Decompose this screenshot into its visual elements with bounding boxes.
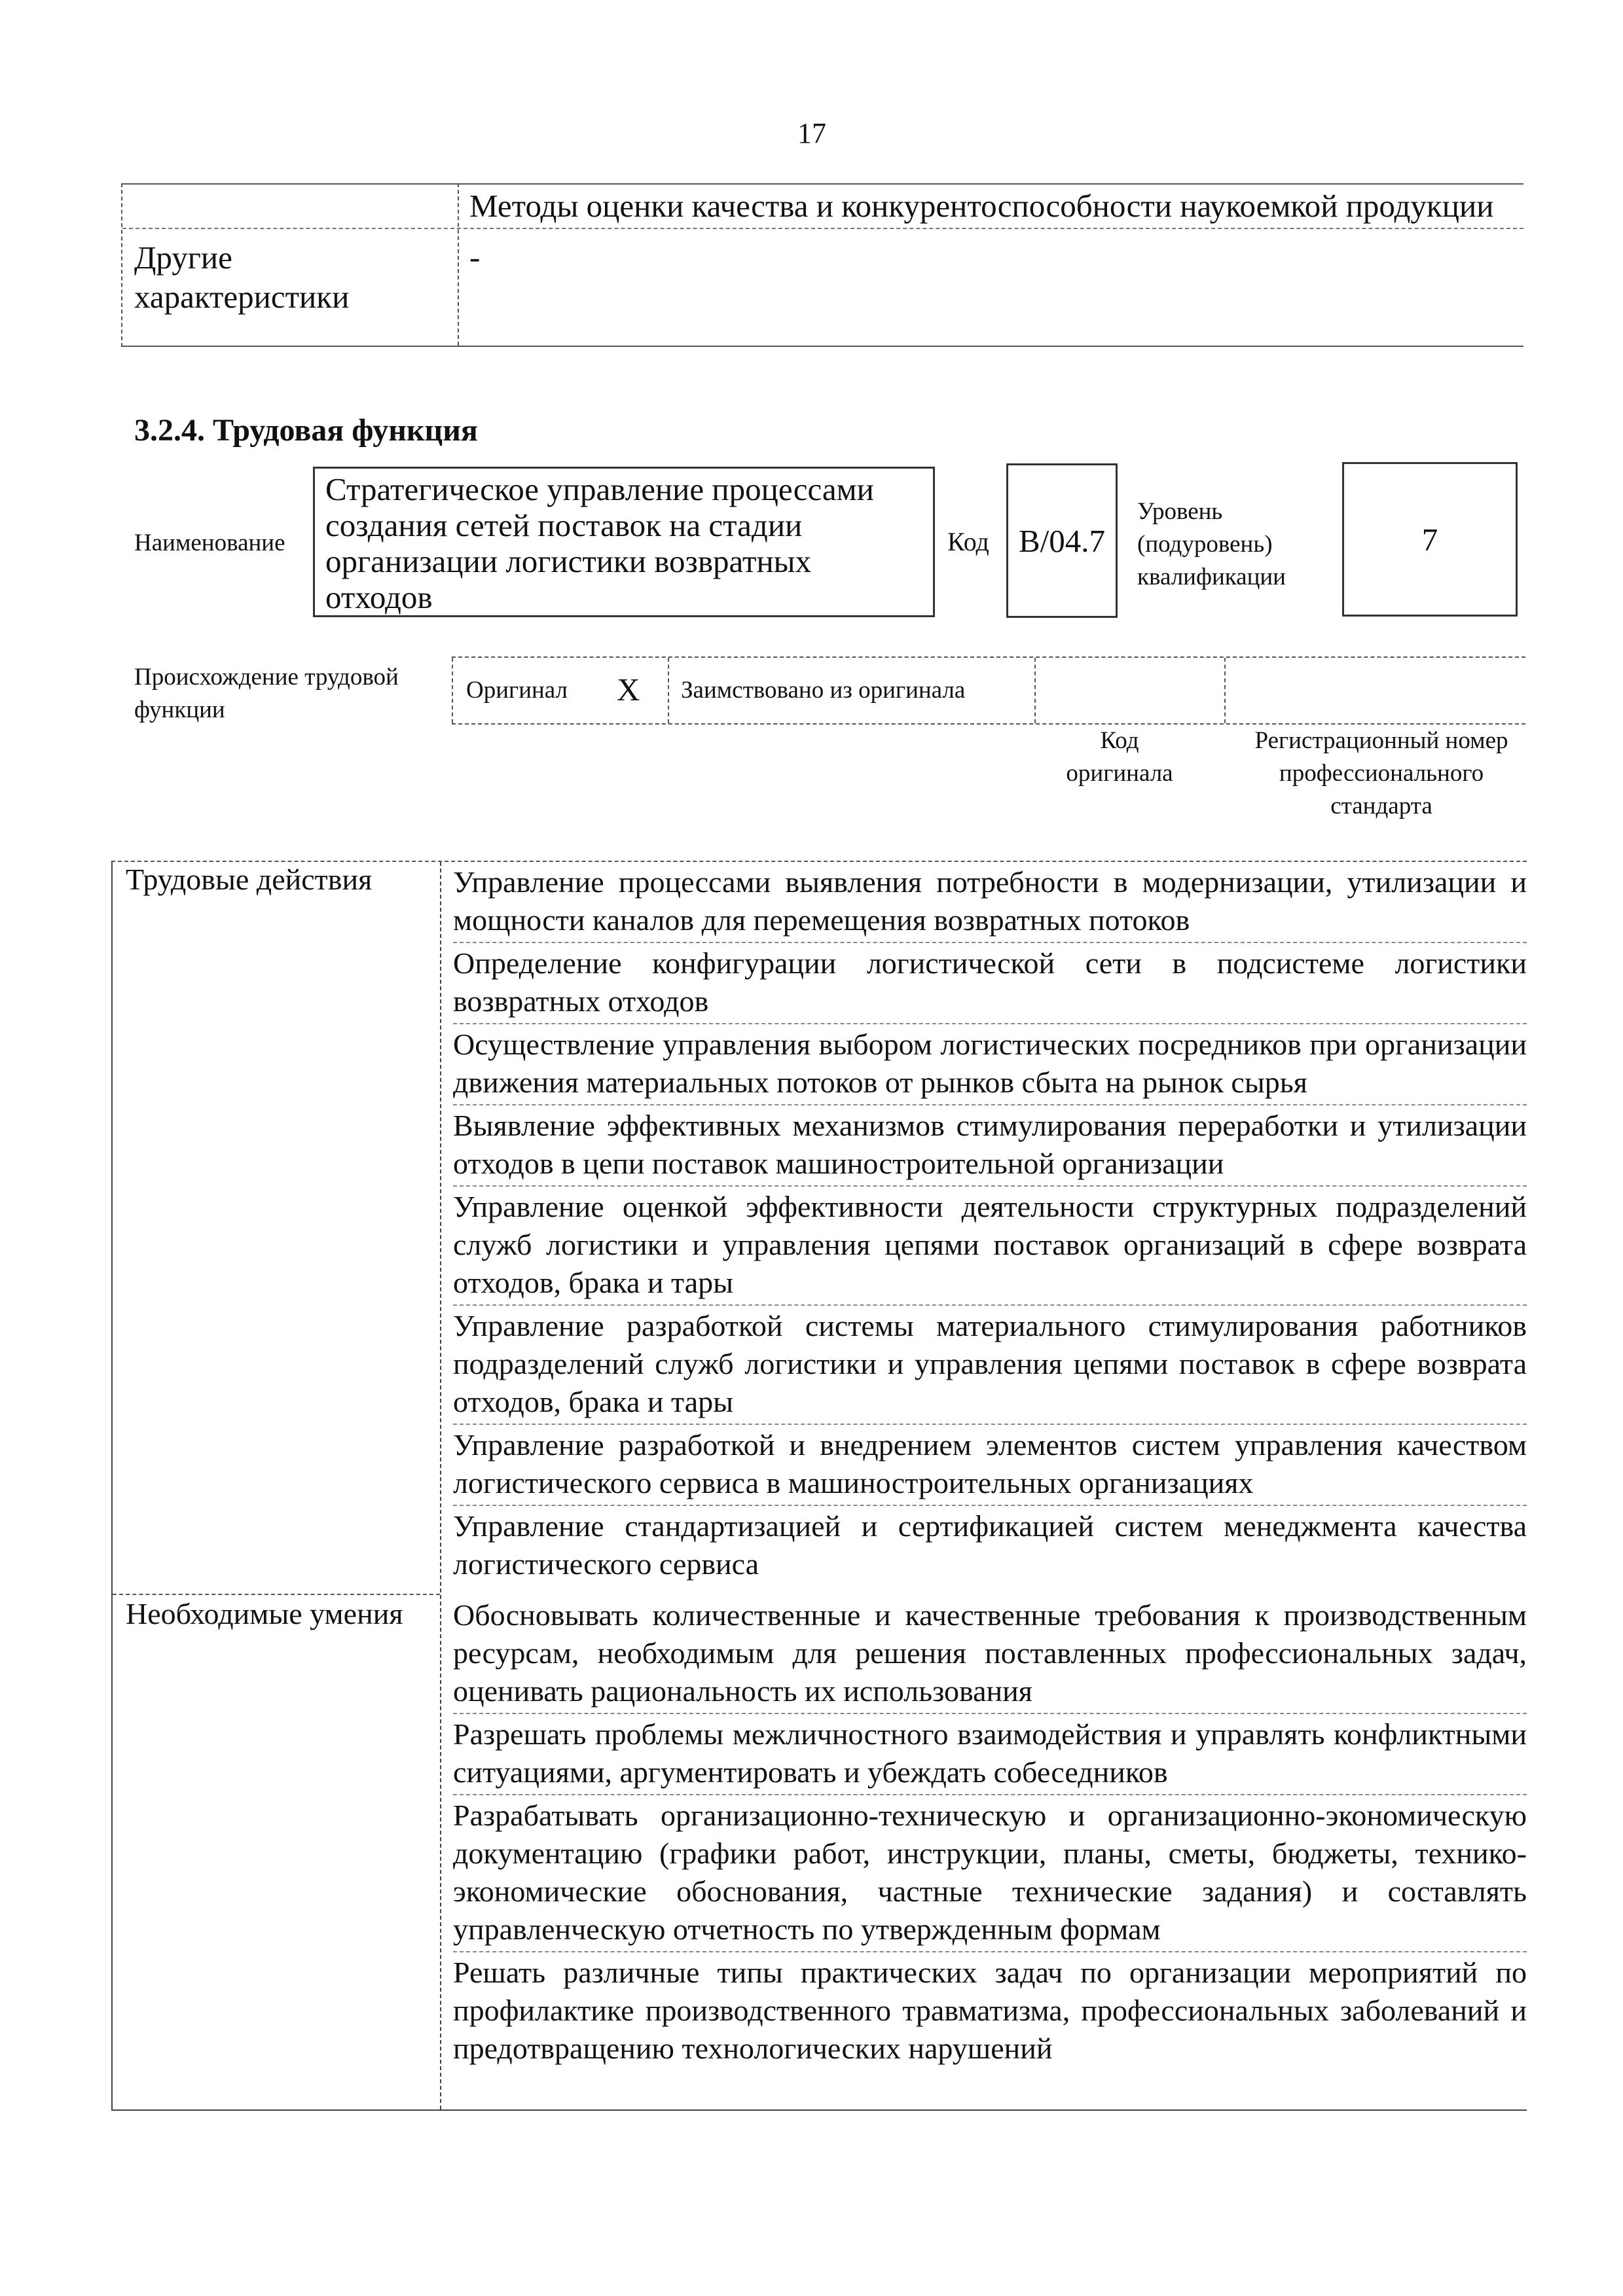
labor-action-item: Выявление эффективных механизмов стимулирования переработки и утилизации отходов в цепи поставок машиностроительной организации — [453, 1105, 1527, 1187]
continuation-text: Методы оценки качества и конкурентоспособности наукоемкой продукции — [469, 188, 1494, 224]
other-characteristics-value: - — [469, 239, 481, 275]
origin-table — [452, 656, 1525, 725]
original-mark: X — [617, 672, 640, 708]
labor-action-item: Управление оценкой эффективности деятельности структурных подразделений служб логистики и управления цепями поставок организаций в сфере возврата отходов, брака и тары — [453, 1187, 1527, 1306]
name-label: Наименование — [134, 529, 285, 556]
other-characteristics-label: Другие характеристики — [134, 240, 350, 315]
origin-label: Происхождение трудовой функции — [134, 664, 399, 723]
labor-action-item: Управление разработкой системы материального стимулирования работников подразделений служб логистики и управления цепями поставок в сфере возврата отходов, брака и тары — [453, 1306, 1527, 1425]
labor-actions-label: Трудовые действия — [126, 863, 373, 896]
skill-item: Разрабатывать организационно-техническую и организационно-экономическую документацию (графики работ, инструкции, планы, сметы, бюджеты, технико-экономические обоснования, частные технические задания) и составлять управленческую отчетность по утвержденным формам — [453, 1795, 1527, 1952]
page-number: 17 — [797, 117, 826, 149]
skill-item: Разрешать проблемы межличностного взаимодействия и управлять конфликтными ситуациями, аргументировать и убеждать собеседников — [453, 1714, 1527, 1795]
labor-action-item: Осуществление управления выбором логистических посредников при организации движения материальных потоков от рынков сбыта на рынок сырья — [453, 1024, 1527, 1105]
skills-label: Необходимые умения — [126, 1597, 403, 1630]
function-details-table — [111, 861, 1527, 2111]
skill-item: Обосновывать количественные и качественные требования к производственным ресурсам, необходимым для решения поставленных профессиональных задач, оценивать рациональность их использования — [453, 1595, 1527, 1714]
continuation-table — [121, 183, 1523, 347]
section-title: 3.2.4. Трудовая функция — [134, 413, 478, 448]
labor-action-item: Управление стандартизацией и сертификацией систем менеджмента качества логистического сервиса — [453, 1509, 1527, 1581]
function-code-box: B/04.7 — [1006, 463, 1118, 618]
labor-action-item: Управление процессами выявления потребности в модернизации, утилизации и мощности каналов для перемещения возвратных потоков — [453, 862, 1527, 943]
code-label: Код — [947, 527, 989, 556]
qualification-level-box: 7 — [1342, 462, 1518, 617]
skill-item: Решать различные типы практических задач по организации мероприятий по профилактике производственного травматизма, профессиональных заболеваний и предотвращению технологических нарушений — [453, 1956, 1527, 2065]
original-label: Оригинал — [466, 677, 568, 704]
borrowed-label: Заимствовано из оригинала — [681, 677, 966, 704]
original-code-caption: Код оригинала — [1066, 727, 1173, 787]
labor-action-item: Управление разработкой и внедрением элементов систем управления качеством логистического сервиса в машиностроительных организациях — [453, 1425, 1527, 1506]
registration-number-caption: Регистрационный номер профессионального стандарта — [1254, 727, 1508, 819]
labor-actions-cells — [453, 862, 1527, 1586]
skills-cells — [453, 1595, 1527, 2070]
level-label: Уровень (подуровень) квалификации — [1137, 498, 1286, 590]
function-name-box: Стратегическое управление процессами создания сетей поставок на стадии организации логистики возвратных отходов — [313, 467, 935, 617]
labor-action-item: Определение конфигурации логистической сети в подсистеме логистики возвратных отходов — [453, 943, 1527, 1024]
